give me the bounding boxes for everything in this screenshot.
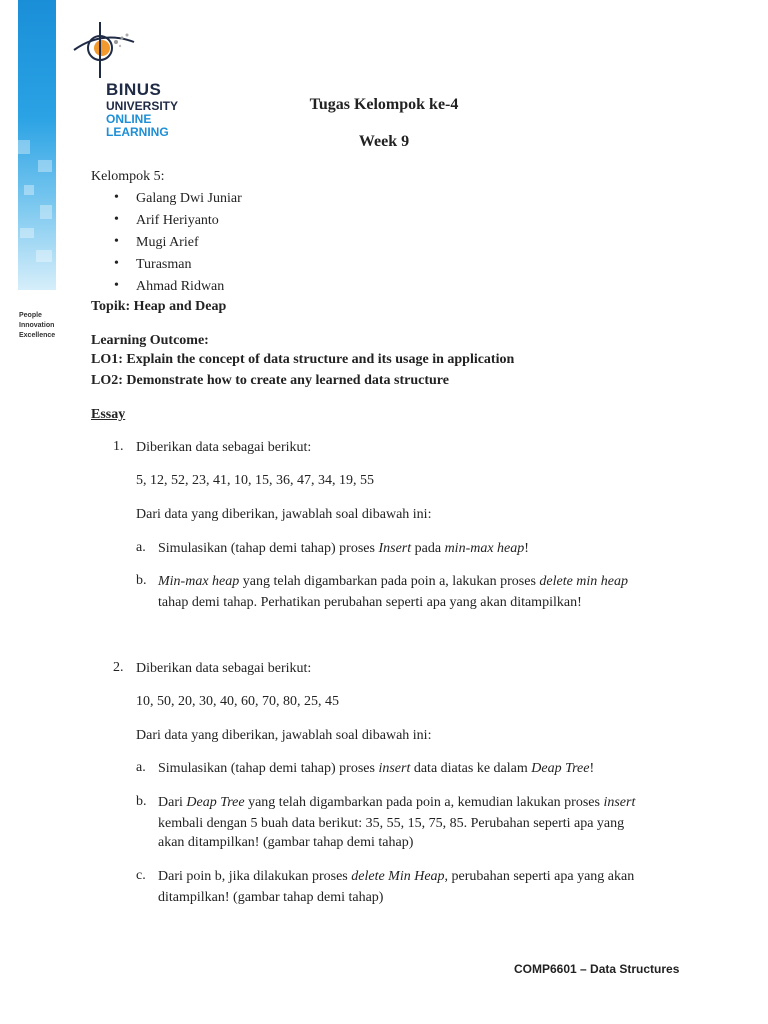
q1-prompt: Dari data yang diberikan, jawablah soal dibawah ini:: [136, 507, 432, 522]
member-item: • Arif Heriyanto: [114, 212, 219, 228]
q1a-label: a.: [136, 540, 146, 555]
group-label: Kelompok 5:: [91, 169, 165, 184]
q2c-text-cont: ditampilkan! (gambar tahap demi tahap): [158, 890, 384, 905]
footer-course: COMP6601 – Data Structures: [514, 962, 680, 976]
document-title: Tugas Kelompok ke-4: [309, 96, 459, 113]
logo-brand: BINUS: [106, 80, 162, 99]
q2-data: 10, 50, 20, 30, 40, 60, 70, 80, 25, 45: [136, 694, 339, 709]
tagline: [19, 311, 55, 341]
q2-number: 2.: [113, 660, 124, 675]
q1-data: 5, 12, 52, 23, 41, 10, 15, 36, 47, 34, 19, 55: [136, 473, 374, 488]
q1b-label: b.: [136, 573, 147, 588]
q2b-text-cont: kembali dengan 5 buah data berikut: 35, 55, 15, 75, 85. Perubahan seperti apa yang: [158, 816, 625, 831]
q2a-text: Simulasikan (tahap demi tahap) proses insert data diatas ke dalam Deap Tree!: [158, 761, 595, 776]
learning-outcome-heading: Learning Outcome:: [91, 333, 209, 348]
q1b-text-cont: tahap demi tahap. Perhatikan perubahan seperti apa yang akan ditampilkan!: [158, 595, 582, 610]
essay-heading: Essay: [91, 407, 126, 422]
logo-online: ONLINE: [106, 112, 152, 126]
logo-university: UNIVERSITY: [106, 99, 179, 113]
q2b-text: Dari Deap Tree yang telah digambarkan pada poin a, kemudian lakukan proses insert: [158, 795, 636, 810]
tagline-people: People: [19, 312, 42, 319]
member-item: • Ahmad Ridwan: [114, 278, 225, 294]
tagline-excellence: Excellence: [19, 332, 56, 339]
q2a-label: a.: [136, 760, 146, 775]
logo-mark-icon: [72, 18, 192, 82]
lo2-text: LO2: Demonstrate how to create any learned data structure: [91, 373, 449, 388]
logo-learning: LEARNING: [106, 125, 169, 139]
lo1-text: LO1: Explain the concept of data structure and its usage in application: [91, 352, 515, 367]
q2-prompt: Dari data yang diberikan, jawablah soal dibawah ini:: [136, 728, 432, 743]
tagline-innovation: Innovation: [19, 322, 55, 329]
week-title: Week 9: [358, 133, 410, 150]
q2b-text-cont2: akan ditampilkan! (gambar tahap demi tahap): [158, 835, 414, 850]
member-item: • Turasman: [114, 256, 192, 272]
topic-heading: Topik: Heap and Deap: [91, 299, 227, 314]
member-item: • Galang Dwi Juniar: [114, 190, 242, 206]
q2c-text: Dari poin b, jika dilakukan proses delete Min Heap, perubahan seperti apa yang akan: [158, 869, 635, 884]
q1-intro: Diberikan data sebagai berikut:: [136, 440, 312, 455]
q1a-text: Simulasikan (tahap demi tahap) proses Insert pada min-max heap!: [158, 541, 529, 556]
q1-number: 1.: [113, 439, 124, 454]
q1b-text: Min-max heap yang telah digambarkan pada poin a, lakukan proses delete min heap: [158, 574, 629, 589]
q2b-label: b.: [136, 794, 147, 809]
q2-intro: Diberikan data sebagai berikut:: [136, 661, 312, 676]
member-item: • Mugi Arief: [114, 234, 199, 250]
q2c-label: c.: [136, 868, 146, 883]
